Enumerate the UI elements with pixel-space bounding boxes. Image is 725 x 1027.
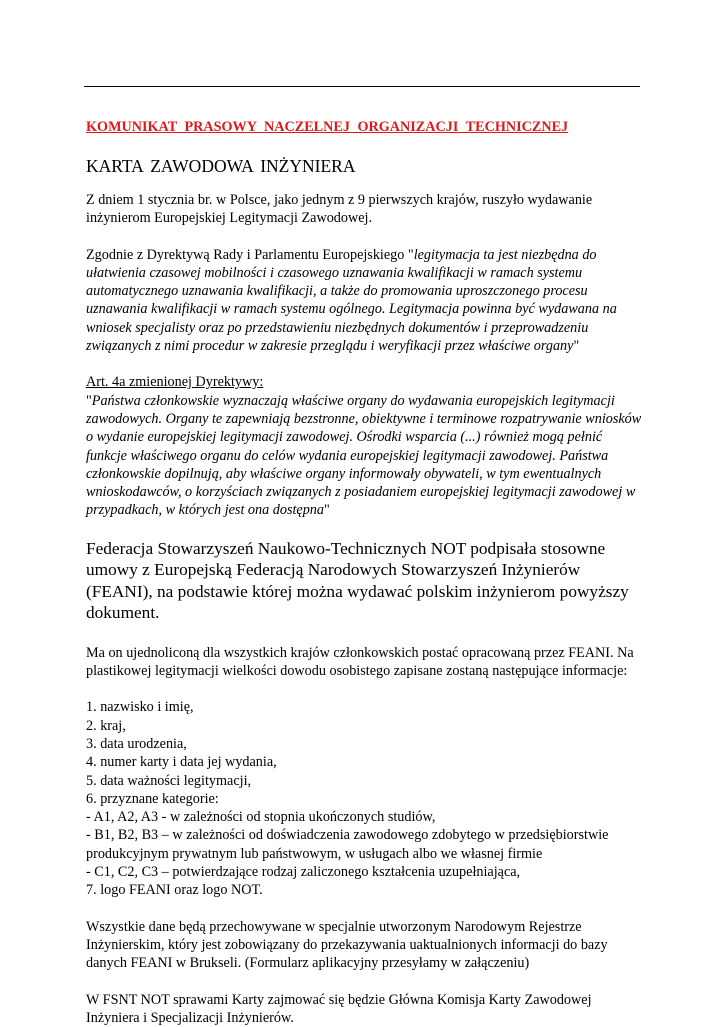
list-item: - C1, C2, C3 – potwierdzające rodzaj zaliczonego kształcenia uzupełniająca, bbox=[86, 863, 646, 881]
card-info-list bbox=[86, 698, 646, 899]
list-item: - B1, B2, B3 – w zależności od doświadczenia zawodowego zdobytego w przedsiębiorstwie produkcyjnym prywatnym lub państwowym, w usługach albo we własnej firmie bbox=[86, 826, 646, 863]
registry-paragraph: Wszystkie dane będą przechowywane w specjalnie utworzonym Narodowym Rejestrze Inżynierskim, który jest zobowiązany do przekazywania uaktualnionych informacji do bazy danych FEANI w Brukseli. (Formularz aplikacyjny przesyłamy w załączeniu) bbox=[86, 918, 646, 973]
list-item: 4. numer karty i data jej wydania, bbox=[86, 753, 646, 771]
document-body bbox=[86, 118, 646, 1027]
article-close: " bbox=[324, 502, 330, 518]
directive-quote: legitymacja ta jest niezbędna do ułatwienia czasowej mobilności i czasowego uznawania kwalifikacji w ramach systemu automatycznego uznawania kwalifikacji, a także do promowania uproszczonego procesu uznawania kwalifikacji w ramach systemu ogólnego. Legitymacja powinna być wydawana na wniosek specjalisty oraz po przedstawieniu niezbędnych dokumentów i przeprowadzeniu związanych z nimi procedur w zakresie przeglądu i weryfikacji przez właściwe organy bbox=[86, 247, 617, 354]
list-item: 6. przyznane kategorie: bbox=[86, 790, 646, 808]
directive-end: " bbox=[573, 338, 579, 354]
article-quote-paragraph bbox=[86, 392, 646, 520]
article-section bbox=[86, 373, 646, 519]
list-item: 2. kraj, bbox=[86, 717, 646, 735]
list-item: 1. nazwisko i imię, bbox=[86, 698, 646, 716]
uniform-paragraph: Ma on ujednoliconą dla wszystkich krajów członkowskich postać opracowaną przez FEANI. Na plastikowej legitymacji wielkości dowodu osobistego zapisane zostaną następujące informacje: bbox=[86, 644, 646, 681]
commission-paragraph: W FSNT NOT sprawami Karty zajmować się będzie Główna Komisja Karty Zawodowej Inżyniera i Specjalizacji Inżynierów. bbox=[86, 991, 646, 1027]
federation-paragraph: Federacja Stowarzyszeń Naukowo-Technicznych NOT podpisała stosowne umowy z Europejską Federacją Narodowych Stowarzyszeń Inżynierów (FEANI), na podstawie której można wydawać polskim inżynierom powyższy dokument. bbox=[86, 538, 646, 624]
directive-lead: Zgodnie z Dyrektywą Rady i Parlamentu Europejskiego " bbox=[86, 247, 414, 263]
article-open: " bbox=[86, 393, 92, 409]
list-item: - A1, A2, A3 - w zależności od stopnia ukończonych studiów, bbox=[86, 808, 646, 826]
article-quote: Państwa członkowskie wyznaczają właściwe organy do wydawania europejskich legitymacji zawodowych. Organy te zapewniają bezstronne, obiektywne i terminowe rozpatrywanie wniosków o wydanie europejskiej legitymacji zawodowej. Ośrodki wsparcia (...) również mogą pełnić funkcje właściwego organu do celów wydania europejskiej legitymacji zawodowej. Państwa członkowskie dopilnują, aby właściwe organy informowały obywateli, w tym ewentualnych wnioskodawców, o korzyściach związanych z posiadaniem europejskiej legitymacji zawodowej w przypadkach, w których jest ona dostępna bbox=[86, 393, 641, 519]
list-item: 7. logo FEANI oraz logo NOT. bbox=[86, 881, 646, 899]
document-title: KARTA ZAWODOWA INŻYNIERA bbox=[86, 155, 646, 177]
press-release-headline: KOMUNIKAT PRASOWY NACZELNEJ ORGANIZACJI TECHNICZNEJ bbox=[86, 118, 646, 137]
intro-paragraph: Z dniem 1 stycznia br. w Polsce, jako jednym z 9 pierwszych krajów, ruszyło wydawanie inżynierom Europejskiej Legitymacji Zawodowej. bbox=[86, 191, 646, 228]
top-rule bbox=[84, 86, 640, 87]
list-item: 3. data urodzenia, bbox=[86, 735, 646, 753]
directive-paragraph bbox=[86, 246, 646, 356]
article-heading: Art. 4a zmienionej Dyrektywy: bbox=[86, 373, 646, 391]
list-item: 5. data ważności legitymacji, bbox=[86, 772, 646, 790]
